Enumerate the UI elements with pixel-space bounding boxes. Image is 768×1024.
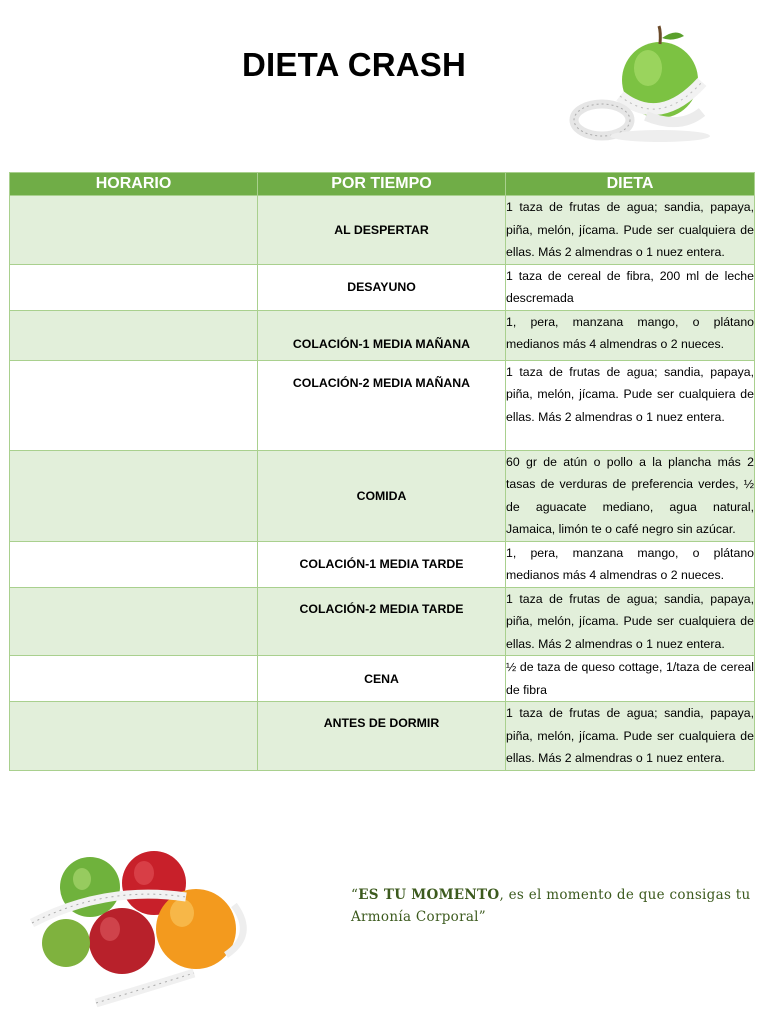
table-row (10, 541, 755, 587)
tiempo-cell: DESAYUNO (258, 264, 506, 310)
table-row (10, 656, 755, 702)
dieta-cell: 60 gr de atún o pollo a la plancha más 2 tasas de verduras de preferencia verdes, ½ de aguacate mediano, agua natural, Jamaica, limón te o café negro sin azúcar. (506, 450, 755, 541)
table-row (10, 702, 755, 771)
dieta-cell: 1 taza de frutas de agua; sandia, papaya, piña, melón, jícama. Pude ser cualquiera de ellas. Más 2 almendras o 1 nuez entera. (506, 587, 755, 656)
table-row (10, 264, 755, 310)
header-horario: HORARIO (10, 173, 258, 196)
tiempo-cell: COLACIÓN-1 MEDIA TARDE (258, 541, 506, 587)
tiempo-cell: ANTES DE DORMIR (258, 702, 506, 771)
tiempo-cell: CENA (258, 656, 506, 702)
table-row (10, 587, 755, 656)
dieta-cell: 1 taza de frutas de agua; sandia, papaya, piña, melón, jícama. Pude ser cualquiera de ellas. Más 2 almendras o 1 nuez entera. (506, 196, 755, 265)
tiempo-cell: COLACIÓN-2 MEDIA TARDE (258, 587, 506, 656)
motivational-quote (351, 884, 751, 928)
header-por-tiempo: POR TIEMPO (258, 173, 506, 196)
tiempo-cell: AL DESPERTAR (258, 196, 506, 265)
table-row (10, 196, 755, 265)
table-row (10, 360, 755, 450)
quote-bold-text: ES TU MOMENTO (358, 887, 500, 903)
apple-measuring-tape-image (560, 18, 720, 153)
horario-cell (10, 450, 258, 541)
dieta-cell: 1, pera, manzana mango, o plátano medianos más 4 almendras o 2 nueces. (506, 541, 755, 587)
quote-rest-text: , es el momento de que consigas tu Armonía Corporal” (351, 887, 751, 925)
dieta-cell: 1, pera, manzana mango, o plátano medianos más 4 almendras o 2 nueces. (506, 310, 755, 360)
table-row (10, 450, 755, 541)
horario-cell (10, 196, 258, 265)
horario-cell (10, 541, 258, 587)
horario-cell (10, 264, 258, 310)
dieta-cell: 1 taza de frutas de agua; sandia, papaya, piña, melón, jícama. Pude ser cualquiera de ellas. Más 2 almendras o 1 nuez entera. (506, 702, 755, 771)
dieta-cell: 1 taza de frutas de agua; sandia, papaya, piña, melón, jícama. Pude ser cualquiera de ellas. Más 2 almendras o 1 nuez entera. (506, 360, 755, 450)
dieta-cell: ½ de taza de queso cottage, 1/taza de cereal de fibra (506, 656, 755, 702)
horario-cell (10, 702, 258, 771)
tiempo-cell: COLACIÓN-2 MEDIA MAÑANA (258, 360, 506, 450)
horario-cell (10, 656, 258, 702)
table-header-row (10, 173, 755, 196)
header-dieta: DIETA (506, 173, 755, 196)
horario-cell (10, 360, 258, 450)
horario-cell (10, 310, 258, 360)
table-row (10, 310, 755, 360)
quote-open-mark: “ (351, 887, 359, 903)
tiempo-cell: COLACIÓN-1 MEDIA MAÑANA (258, 310, 506, 360)
dieta-cell: 1 taza de cereal de fibra, 200 ml de leche descremada (506, 264, 755, 310)
fruits-measuring-tape-image (16, 845, 264, 1015)
tiempo-cell: COMIDA (258, 450, 506, 541)
diet-table (9, 172, 755, 771)
horario-cell (10, 587, 258, 656)
page-title: DIETA CRASH (242, 46, 467, 83)
